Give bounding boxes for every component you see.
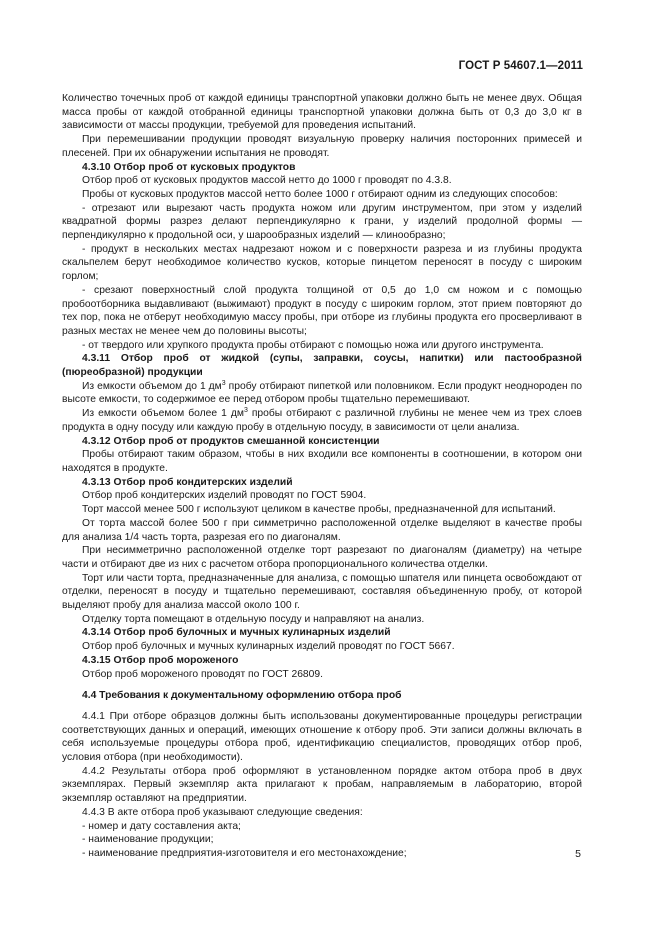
section-heading: 4.3.13 Отбор проб кондитерских изделий: [82, 476, 293, 488]
body-paragraph: Отбор проб булочных и мучных кулинарных изделий проводят по ГОСТ 5667.: [82, 641, 455, 653]
section-heading: 4.3.15 Отбор проб мороженого: [82, 654, 239, 666]
body-paragraph: - наименование продукции;: [82, 834, 214, 846]
body-paragraph: 4.4.1 При отборе образцов должны быть использованы документированные процедуры регистрации соответствующих данных и операций, имеющих отношение к отбору проб. Эти записи должны включать в себя используемые процедуры отбора проб, идентификацию специалистов, проводящих отбор проб, условия отбора (при необходимости).: [62, 710, 582, 764]
body-paragraph: Отбор проб кондитерских изделий проводят по ГОСТ 5904.: [82, 490, 367, 502]
body-paragraph: - срезают поверхностный слой продукта толщиной от 0,5 до 1,0 см ножом и с помощью пробоотборника выдавливают (выжимают) продукт в посуду с широким горлом, этот прием повторяют до тех пор, пока не отберут необходимую массу пробы, при отборе из глубины продукта его просверливают в разных местах не менее чем до половины высоты;: [62, 284, 582, 337]
unit-superscript: 3: [221, 379, 226, 387]
document-body: [62, 92, 582, 861]
body-paragraph: - отрезают или вырезают часть продукта ножом или другим инструментом, при этом у изделий квадратной формы разрез делают перпендикулярно к грани, у изделий продолной формы — перпендикулярно к продольной оси, у шарообразных изделий — клинообразно;: [62, 202, 582, 242]
body-paragraph: [62, 380, 582, 407]
page-number: 5: [575, 848, 581, 860]
section-heading: 4.3.10 Отбор проб от кусковых продуктов: [82, 161, 296, 173]
body-paragraph: - от твердого или хрупкого продукта пробы отбирают с помощью ножа или другого инструмента.: [82, 339, 544, 351]
body-paragraph: - наименование предприятия-изготовителя и его местонахождение;: [82, 847, 407, 859]
body-paragraph: При несимметрично расположенной отделке торт разрезают по диагоналям (диаметру) на четыре части и отбирают две из них с расчетом отбора пропорционального количества отделки.: [62, 545, 582, 570]
body-paragraph: При перемешивании продукции проводят визуальную проверку наличия посторонних примесей и плесеней. При их обнаружении испытания не проводят.: [62, 134, 582, 159]
paragraph-text-end: пробу отбирают пипеткой или половником. Если продукт неоднороден по высоте емкости, то содержимое ее перед отбором пробы тщательно перемешивают.: [62, 380, 583, 406]
body-paragraph: Отделку торта помещают в отдельную посуду и направляют на анализ.: [82, 613, 425, 625]
body-paragraph: [62, 407, 582, 434]
body-paragraph: Торт массой менее 500 г используют целиком в качестве пробы, предназначенной для испытаний.: [82, 504, 556, 516]
subsection-heading: 4.4 Требования к документальному оформлению отбора проб: [82, 690, 402, 702]
body-paragraph: 4.4.3 В акте отбора проб указывают следующие сведения:: [82, 806, 363, 818]
paragraph-text-end: пробы отбирают с различной глубины не менее чем из трех слоев продукта в одну посуду или каждую пробу в отдельную посуду, в зависимости от цели анализа.: [62, 408, 582, 433]
body-paragraph: - номер и дату составления акта;: [82, 820, 241, 832]
paragraph-text-start: Из емкости объемом до 1 дм: [82, 380, 222, 392]
body-paragraph: Пробы от кусковых продуктов массой нетто более 1000 г отбирают одним из следующих способов:: [82, 188, 558, 200]
body-paragraph: Отбор проб от кусковых продуктов массой нетто до 1000 г проводят по 4.3.8.: [82, 175, 452, 187]
unit-superscript: 3: [243, 407, 248, 415]
body-paragraph: Торт или части торта, предназначенные для анализа, с помощью шпателя или пинцета освобождают от отделки, переносят в посуду и тщательно перемешивают, составляя объединенную пробу, от которой выделяют пробу для анализа массой около 100 г.: [62, 572, 582, 612]
section-heading: 4.3.12 Отбор проб от продуктов смешанной консистенции: [82, 435, 380, 447]
paragraph-text-start: Из емкости объемом более 1 дм: [82, 408, 244, 420]
section-heading: 4.3.14 Отбор проб булочных и мучных кулинарных изделий: [82, 627, 391, 639]
standard-code-header: ГОСТ Р 54607.1—2011: [458, 60, 583, 72]
body-paragraph: От торта массой более 500 г при симметрично расположенной отделке выделяют в качестве пробы для анализа 1/4 часть торта, разрезая его по диагоналям.: [62, 517, 582, 543]
body-paragraph: 4.4.2 Результаты отбора проб оформляют в установленном порядке актом отбора проб в двух экземплярах. Первый экземпляр акта прилагают к пробам, направляемым в лабораторию, второй экземпляр оставляют на предприятии.: [62, 765, 582, 805]
body-paragraph: Количество точечных проб от каждой единицы транспортной упаковки должно быть не менее двух. Общая масса пробы от каждой отобранной единицы транспортной упаковки должна быть от 0,3 до 3,0 кг в зависимости от массы продукции, требуемой для проведения испытаний.: [62, 93, 582, 132]
body-paragraph: Пробы отбирают таким образом, чтобы в них входили все компоненты в соотношении, в котором они находятся в продукте.: [62, 449, 582, 474]
body-paragraph: - продукт в нескольких местах надрезают ножом и с поверхности разреза и из глубины продукта скальпелем берут необходимое количество кусков, которые пинцетом переносят в посуду с широким горлом;: [62, 243, 582, 283]
section-heading: 4.3.11 Отбор проб от жидкой (супы, заправки, соусы, напитки) или пастообразной (пюреобразной) продукции: [62, 353, 582, 379]
body-paragraph: Отбор проб мороженого проводят по ГОСТ 26809.: [82, 668, 323, 680]
